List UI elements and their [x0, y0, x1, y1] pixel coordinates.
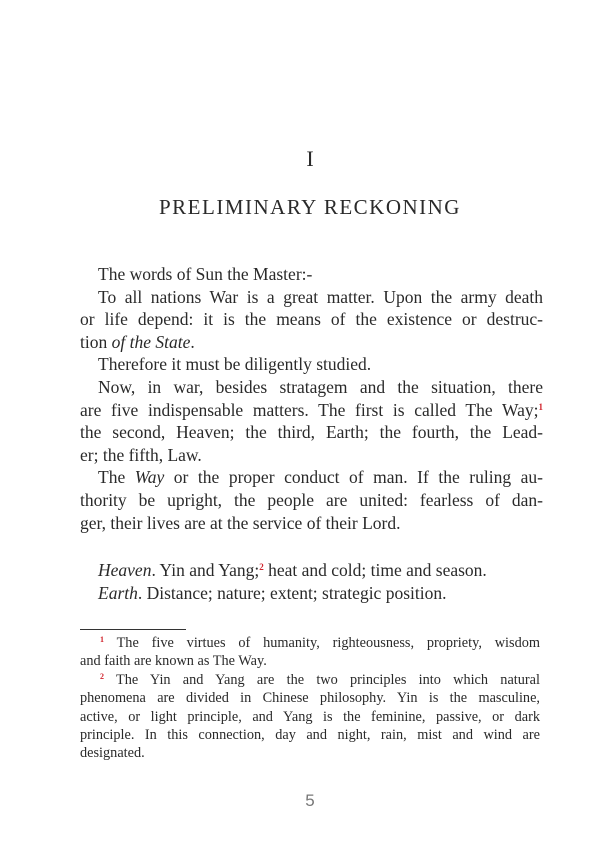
- text-line: [80, 308, 543, 331]
- footnote-line: [80, 744, 540, 762]
- text-run: phenomena are divided in Chinese philosophy. Yin is the masculine,: [80, 690, 540, 707]
- text-line: [80, 353, 543, 376]
- italic-text: Way: [134, 467, 165, 488]
- footnote-line: [80, 689, 540, 707]
- text-run: or life depend: it is the means of the existence or destruc-: [80, 309, 543, 330]
- text-run: er; the fifth, Law.: [80, 444, 202, 465]
- text-line: [80, 399, 543, 422]
- footnote-marker[interactable]: 1: [538, 401, 543, 412]
- footnote-line: [80, 708, 540, 726]
- text-run: or the proper conduct of man. If the ruling au-: [164, 467, 543, 488]
- footnote-marker[interactable]: 2: [259, 562, 264, 573]
- text-run: The five virtues of humanity, righteousness, propriety, wisdom: [104, 635, 540, 651]
- text-run: heat and cold; time and season.: [263, 560, 487, 581]
- text-run: active, or light principle, and Yang is the feminine, passive, or dark: [80, 708, 540, 725]
- footnote-line: [80, 652, 540, 670]
- footnote-line: [80, 671, 540, 689]
- text-run: the second, Heaven; the third, Earth; the fourth, the Lead-: [80, 422, 543, 443]
- text-run: ger, their lives are at the service of their Lord.: [80, 512, 401, 533]
- text-run: thority be upright, the people are united: fearless of dan-: [80, 489, 543, 510]
- text-line: [80, 466, 543, 489]
- text-run: are five indispensable matters. The first is called The Way;: [80, 399, 539, 420]
- italic-text: Earth: [98, 582, 138, 603]
- text-run: The: [98, 467, 135, 488]
- italic-text: Heaven: [98, 560, 152, 581]
- text-line: [80, 559, 543, 582]
- text-run: principle. In this connection, day and night, rain, mist and wind are: [80, 726, 540, 743]
- text-run: Now, in war, besides stratagem and the situation, there: [98, 376, 543, 397]
- text-line: [80, 421, 543, 444]
- text-run: The words of Sun the Master:-: [98, 264, 313, 284]
- footnote-marker[interactable]: 1: [100, 635, 104, 644]
- footnote-line: [80, 634, 540, 652]
- text-run: To all nations War is a great matter. Upon the army death: [98, 286, 543, 307]
- footnotes: [80, 634, 540, 763]
- text-line: [80, 582, 543, 605]
- text-run: .: [190, 331, 195, 352]
- text-run: and faith are known as The Way.: [80, 653, 267, 670]
- chapter-number: I: [306, 146, 314, 171]
- text-run: The Yin and Yang are the two principles into which natural: [104, 671, 540, 688]
- paragraph-gap: [80, 534, 543, 559]
- text-line: [80, 263, 543, 286]
- footnote-marker[interactable]: 2: [100, 671, 104, 681]
- page-number: 5: [305, 791, 315, 810]
- text-line: [80, 489, 543, 512]
- text-line: [80, 286, 543, 309]
- text-run: designated.: [80, 745, 145, 762]
- text-line: [80, 331, 543, 354]
- footnote-line: [80, 726, 540, 744]
- text-line: [80, 512, 543, 535]
- text-run: . Distance; nature; extent; strategic position.: [137, 582, 447, 603]
- text-line: [80, 444, 543, 467]
- body-text: [80, 263, 543, 604]
- italic-text: of the State: [111, 331, 191, 352]
- chapter-title: PRELIMINARY RECKONING: [159, 195, 461, 219]
- text-run: . Yin and Yang;: [151, 560, 260, 581]
- text-run: tion: [80, 331, 112, 352]
- footnote-divider: [80, 629, 186, 630]
- text-run: Therefore it must be diligently studied.: [98, 354, 372, 375]
- text-line: [80, 376, 543, 399]
